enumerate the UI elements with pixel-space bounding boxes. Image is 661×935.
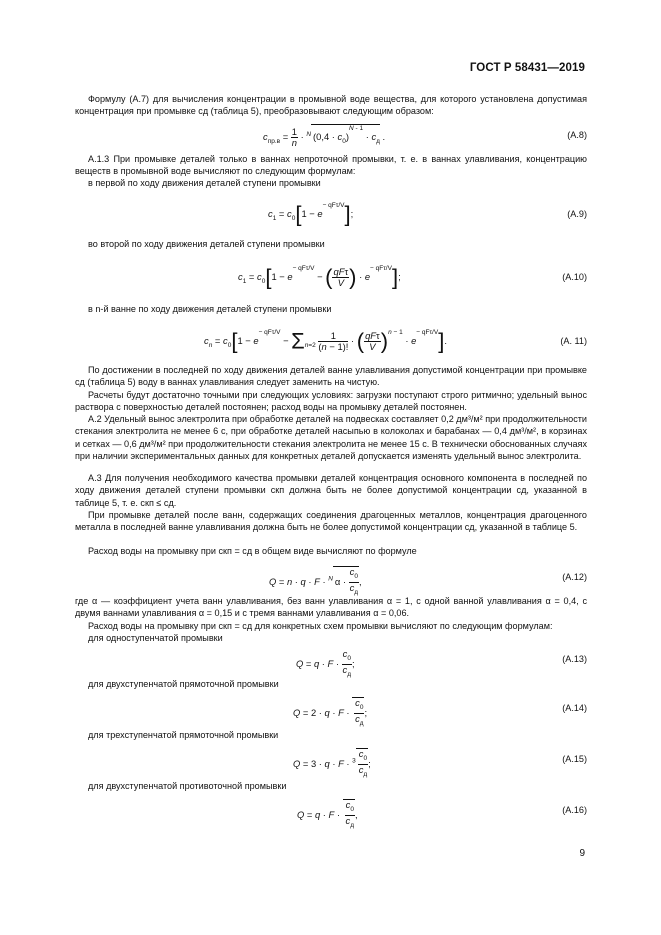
equation-number-a10: (А.10) [562, 272, 587, 282]
paragraph-nth-stage: в n-й ванне по ходу движения деталей ступени промывки [88, 304, 332, 314]
formula-a14: Q = 2 · q · F · $\frac{c_0}{c_д}$ ; [293, 697, 368, 727]
paragraph-a13: А.1.3 При промывке деталей только в ваннах непроточной промывки, т. е. в ваннах улавливания, концентрацию веществ в промывной воде вычисляют по следующим формулам: [75, 154, 587, 177]
equation-number-a13: (А.13) [562, 654, 587, 664]
paragraph-first-stage: в первой по ходу движения деталей ступени промывки [88, 178, 321, 188]
paragraph-specific-schemes: Расход воды на промывку при скп = сд для конкретных схем промывки вычисляют по следующим формулам: [88, 621, 553, 631]
formula-a11: $c_n = c_0[1 - e^{- qF\tau/V} - \Sigma_{n=2}$ $\frac{1}{(n - 1)!}$ · ( $\frac{\text{qFτ}}{V}$ )$^{n - 1} \cdot e^{- qF\tau/V}$]. [204, 328, 447, 354]
page-number: 9 [579, 848, 585, 859]
equation-number-a8: (А.8) [567, 130, 587, 140]
paragraph-formula-a7: Формулу (А.7) для вычисления концентрации в промывной воде вещества, для которого установлена допустимая концентрация при промывке сд (таблица 5), преобразовывают следующим образом: [75, 94, 587, 117]
paragraph-alpha: где α — коэффициент учета ванн улавливания, без ванн улавливания α = 1, с одной ванной улавливания α = 0,4, с двумя ваннами улавливания α = 0,15 и с тремя ваннами улавливания α = 0,06. [75, 596, 587, 619]
formula-a16: Q = q · F · $\frac{c_0}{c_д}$ , [297, 799, 358, 829]
equation-number-a16: (А.16) [562, 805, 587, 815]
document-header: ГОСТ Р 58431—2019 [469, 62, 585, 74]
paragraph-general-flow: Расход воды на промывку при скп = сд в общем виде вычисляют по формуле [88, 546, 417, 556]
formula-a8: $c_{пр.в}$ = $\frac{1}{n}$ · $^N$ $(0,4 \cdot c_0)^{N - 1} \cdot c_д$ . [263, 125, 386, 149]
paragraph-two-stage-counter: для двухступенчатой противоточной промывки [88, 781, 287, 791]
paragraph-single-stage: для одноступенчатой промывки [88, 633, 223, 643]
paragraph-water-change: По достижении в последней по ходу движения деталей ванне улавливания допустимой концентрации при промывке сд (таблица 5) воду в ваннах улавливания следует заменить на чистую. [75, 365, 587, 388]
formula-a15: Q = 3 · q · F · $^3$ $\frac{c_0}{c_д}$ ; [293, 748, 371, 778]
paragraph-precious-metals: При промывке деталей после ванн, содержащих соединения драгоценных металлов, концентрация драгоценного металла в последней ванне улавливания должна быть не более допустимой концентрации сд, указанной в таблице 5. [75, 510, 587, 533]
paragraph-a3: А.3 Для получения необходимого качества промывки деталей концентрация основного компонента в последней по ходу движения деталей ступени промывки скп должна быть не более допустимой концентрации сд, указанной в таблице 5, т. е. скп ≤ сд. [75, 473, 587, 508]
paragraph-two-stage-direct: для двухступенчатой прямоточной промывки [88, 679, 279, 689]
equation-number-a9: (А.9) [567, 209, 587, 219]
paragraph-a2: А.2 Удельный вынос электролита при обработке деталей на подвесках составляет 0,2 дм³/м² при продолжительности стекания электролита не менее 6 с, при обработке деталей насыпью в колоколах и барабанах — 0,4 дм³/м², в корзинах и сетках — 0,6 дм³/м² при продолжительности стекания электролита не менее 15 с. В технически обоснованных случаях при наличии экспериментальных данных для конкретных деталей допускается изменять удельный вынос электролита. [75, 414, 587, 462]
equation-number-a14: (А.14) [562, 703, 587, 713]
paragraph-three-stage-direct: для трехступенчатой прямоточной промывки [88, 730, 279, 740]
equation-number-a12: (А.12) [562, 572, 587, 582]
equation-number-a15: (А.15) [562, 754, 587, 764]
formula-a12: Q = n · q · F · $^N$ α · $\frac{c_0}{c_д}$ , [269, 566, 362, 596]
formula-a13: Q = q · F · $\frac{c_0}{c_д}$ ; [296, 648, 355, 678]
formula-a9: $c_1 = c_0[1 - e^{- qF\tau/V}]$; [268, 201, 354, 227]
equation-number-a11: (А. 11) [560, 336, 587, 346]
paragraph-conditions: Расчеты будут достаточно точными при следующих условиях: загрузки поступают строго ритмично; удельный вынос раствора с поверхностью деталей постоянен; расход воды на промывку деталей постоянен. [75, 390, 587, 413]
paragraph-second-stage: во второй по ходу движения деталей ступени промывки [88, 239, 325, 249]
formula-a10: $c_1 = c_0[1 - e^{- qF\tau/V}$ − ( $\frac{\text{qFτ}}{V}$ ) · $e^{- qF\tau/V}$]; [238, 264, 401, 290]
